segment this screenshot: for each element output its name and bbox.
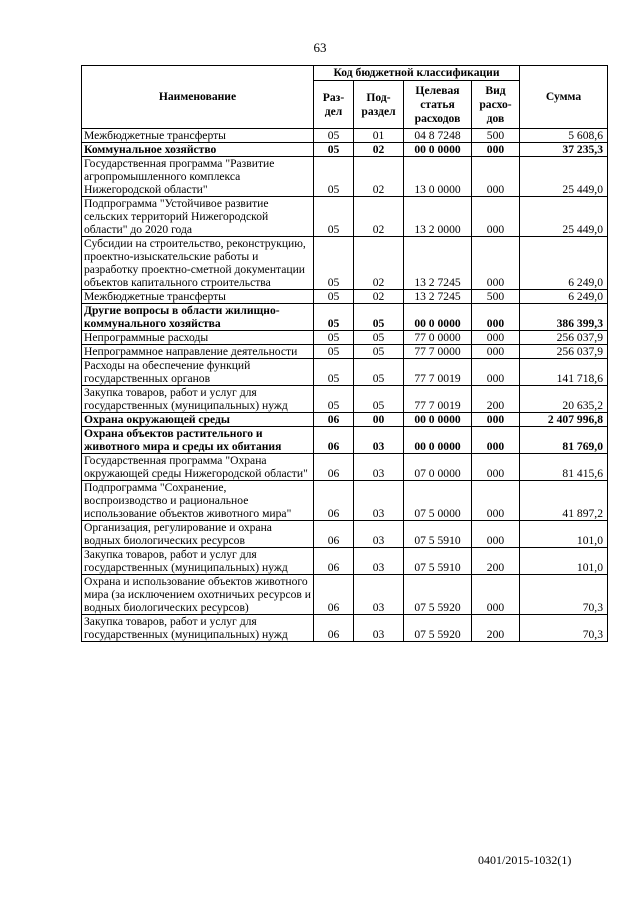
row-name: Подпрограмма "Устойчивое развитие сельских территорий Нижегородской области" до 2020 года (82, 197, 314, 237)
table-row (82, 359, 608, 386)
row-vid: 200 (472, 548, 520, 575)
row-podrazdel: 00 (354, 413, 404, 427)
row-podrazdel: 02 (354, 157, 404, 197)
row-razdel: 06 (314, 427, 354, 454)
table-row (82, 331, 608, 345)
row-celevaya: 13 2 7245 (404, 237, 472, 290)
row-podrazdel: 02 (354, 143, 404, 157)
row-summa: 25 449,0 (520, 157, 608, 197)
row-vid: 000 (472, 427, 520, 454)
row-name: Непрограммное направление деятельности (82, 345, 314, 359)
row-podrazdel: 03 (354, 454, 404, 481)
row-summa: 141 718,6 (520, 359, 608, 386)
row-name: Закупка товаров, работ и услуг для государственных (муниципальных) нужд (82, 386, 314, 413)
table-row (82, 197, 608, 237)
row-razdel: 05 (314, 386, 354, 413)
row-vid: 000 (472, 481, 520, 521)
row-razdel: 06 (314, 454, 354, 481)
row-name: Подпрограмма "Сохранение, воспроизводство и рациональное использование объектов животного мира" (82, 481, 314, 521)
row-vid: 000 (472, 197, 520, 237)
row-celevaya: 77 0 0000 (404, 331, 472, 345)
row-razdel: 06 (314, 615, 354, 642)
row-celevaya: 00 0 0000 (404, 427, 472, 454)
row-vid: 000 (472, 331, 520, 345)
row-razdel: 05 (314, 197, 354, 237)
row-razdel: 05 (314, 345, 354, 359)
row-summa: 25 449,0 (520, 197, 608, 237)
row-vid: 000 (472, 359, 520, 386)
row-podrazdel: 03 (354, 615, 404, 642)
header-podrazdel: Под- раздел (354, 81, 404, 129)
row-podrazdel: 03 (354, 548, 404, 575)
row-celevaya: 77 7 0000 (404, 345, 472, 359)
row-summa: 101,0 (520, 548, 608, 575)
row-vid: 000 (472, 413, 520, 427)
row-podrazdel: 05 (354, 359, 404, 386)
row-summa: 70,3 (520, 615, 608, 642)
header-code-group: Код бюджетной классификации (314, 66, 520, 81)
row-celevaya: 00 0 0000 (404, 413, 472, 427)
table-row (82, 237, 608, 290)
row-summa: 20 635,2 (520, 386, 608, 413)
table-row (82, 345, 608, 359)
row-razdel: 06 (314, 575, 354, 615)
row-podrazdel: 03 (354, 521, 404, 548)
row-razdel: 05 (314, 331, 354, 345)
row-vid: 500 (472, 129, 520, 143)
row-vid: 000 (472, 143, 520, 157)
row-name: Организация, регулирование и охрана водных биологических ресурсов (82, 521, 314, 548)
row-podrazdel: 05 (354, 345, 404, 359)
row-celevaya: 13 0 0000 (404, 157, 472, 197)
row-summa: 6 249,0 (520, 237, 608, 290)
row-razdel: 06 (314, 521, 354, 548)
budget-table (81, 65, 608, 642)
row-name: Межбюджетные трансферты (82, 129, 314, 143)
row-celevaya: 07 5 5910 (404, 548, 472, 575)
row-summa: 256 037,9 (520, 345, 608, 359)
row-name: Государственная программа "Развитие агропромышленного комплекса Нижегородской области" (82, 157, 314, 197)
table-row (82, 290, 608, 304)
row-razdel: 05 (314, 359, 354, 386)
row-vid: 000 (472, 454, 520, 481)
table-row (82, 304, 608, 331)
row-razdel: 06 (314, 481, 354, 521)
row-name: Закупка товаров, работ и услуг для государственных (муниципальных) нужд (82, 548, 314, 575)
row-vid: 500 (472, 290, 520, 304)
row-summa: 101,0 (520, 521, 608, 548)
row-summa: 81 415,6 (520, 454, 608, 481)
row-podrazdel: 03 (354, 575, 404, 615)
row-name: Коммунальное хозяйство (82, 143, 314, 157)
row-summa: 37 235,3 (520, 143, 608, 157)
row-celevaya: 77 7 0019 (404, 359, 472, 386)
row-summa: 81 769,0 (520, 427, 608, 454)
row-vid: 000 (472, 345, 520, 359)
row-podrazdel: 03 (354, 481, 404, 521)
row-razdel: 05 (314, 129, 354, 143)
row-name: Охрана объектов растительного и животного мира и среды их обитания (82, 427, 314, 454)
row-podrazdel: 01 (354, 129, 404, 143)
row-name: Закупка товаров, работ и услуг для государственных (муниципальных) нужд (82, 615, 314, 642)
row-name: Государственная программа "Охрана окружающей среды Нижегородской области" (82, 454, 314, 481)
row-name: Охрана окружающей среды (82, 413, 314, 427)
row-summa: 2 407 996,8 (520, 413, 608, 427)
row-name: Межбюджетные трансферты (82, 290, 314, 304)
row-celevaya: 07 5 5910 (404, 521, 472, 548)
table-row (82, 386, 608, 413)
row-summa: 256 037,9 (520, 331, 608, 345)
row-name: Другие вопросы в области жилищно-коммунального хозяйства (82, 304, 314, 331)
page-number: 63 (313, 40, 327, 55)
table-row (82, 521, 608, 548)
row-celevaya: 13 2 7245 (404, 290, 472, 304)
row-vid: 000 (472, 521, 520, 548)
table-row (82, 129, 608, 143)
table-row (82, 157, 608, 197)
row-razdel: 05 (314, 304, 354, 331)
row-razdel: 05 (314, 143, 354, 157)
table-row (82, 454, 608, 481)
row-podrazdel: 02 (354, 290, 404, 304)
row-razdel: 05 (314, 290, 354, 304)
row-vid: 000 (472, 575, 520, 615)
row-razdel: 05 (314, 157, 354, 197)
row-podrazdel: 02 (354, 237, 404, 290)
header-razdel: Раз- дел (314, 81, 354, 129)
row-podrazdel: 03 (354, 427, 404, 454)
row-celevaya: 04 8 7248 (404, 129, 472, 143)
row-podrazdel: 05 (354, 386, 404, 413)
row-celevaya: 77 7 0019 (404, 386, 472, 413)
row-name: Непрограммные расходы (82, 331, 314, 345)
row-celevaya: 07 5 0000 (404, 481, 472, 521)
header-name: Наименование (82, 66, 314, 129)
table-row (82, 481, 608, 521)
row-summa: 70,3 (520, 575, 608, 615)
row-summa: 5 608,6 (520, 129, 608, 143)
row-name: Охрана и использование объектов животного мира (за исключением охотничьих ресурсов и водных биологических ресурсов) (82, 575, 314, 615)
row-podrazdel: 05 (354, 331, 404, 345)
table-row (82, 143, 608, 157)
table-row (82, 427, 608, 454)
row-celevaya: 00 0 0000 (404, 304, 472, 331)
row-podrazdel: 02 (354, 197, 404, 237)
row-celevaya: 07 5 5920 (404, 575, 472, 615)
row-celevaya: 07 0 0000 (404, 454, 472, 481)
table-row (82, 548, 608, 575)
row-razdel: 06 (314, 413, 354, 427)
row-razdel: 05 (314, 237, 354, 290)
row-vid: 000 (472, 157, 520, 197)
row-razdel: 06 (314, 548, 354, 575)
row-vid: 000 (472, 304, 520, 331)
row-summa: 386 399,3 (520, 304, 608, 331)
row-name: Субсидии на строительство, реконструкцию, проектно-изыскательские работы и разработку проектно-сметной документации объектов капитального строительства (82, 237, 314, 290)
footer-code: 0401/2015-1032(1) (478, 853, 572, 867)
row-celevaya: 13 2 0000 (404, 197, 472, 237)
row-summa: 6 249,0 (520, 290, 608, 304)
row-celevaya: 07 5 5920 (404, 615, 472, 642)
table-row (82, 413, 608, 427)
table-row (82, 615, 608, 642)
row-vid: 200 (472, 615, 520, 642)
row-vid: 000 (472, 237, 520, 290)
row-summa: 41 897,2 (520, 481, 608, 521)
table-row (82, 575, 608, 615)
row-podrazdel: 05 (354, 304, 404, 331)
header-summa: Сумма (520, 66, 608, 129)
row-name: Расходы на обеспечение функций государственных органов (82, 359, 314, 386)
row-vid: 200 (472, 386, 520, 413)
header-vid: Вид расхо- дов (472, 81, 520, 129)
row-celevaya: 00 0 0000 (404, 143, 472, 157)
header-celevaya: Целевая статья расходов (404, 81, 472, 129)
